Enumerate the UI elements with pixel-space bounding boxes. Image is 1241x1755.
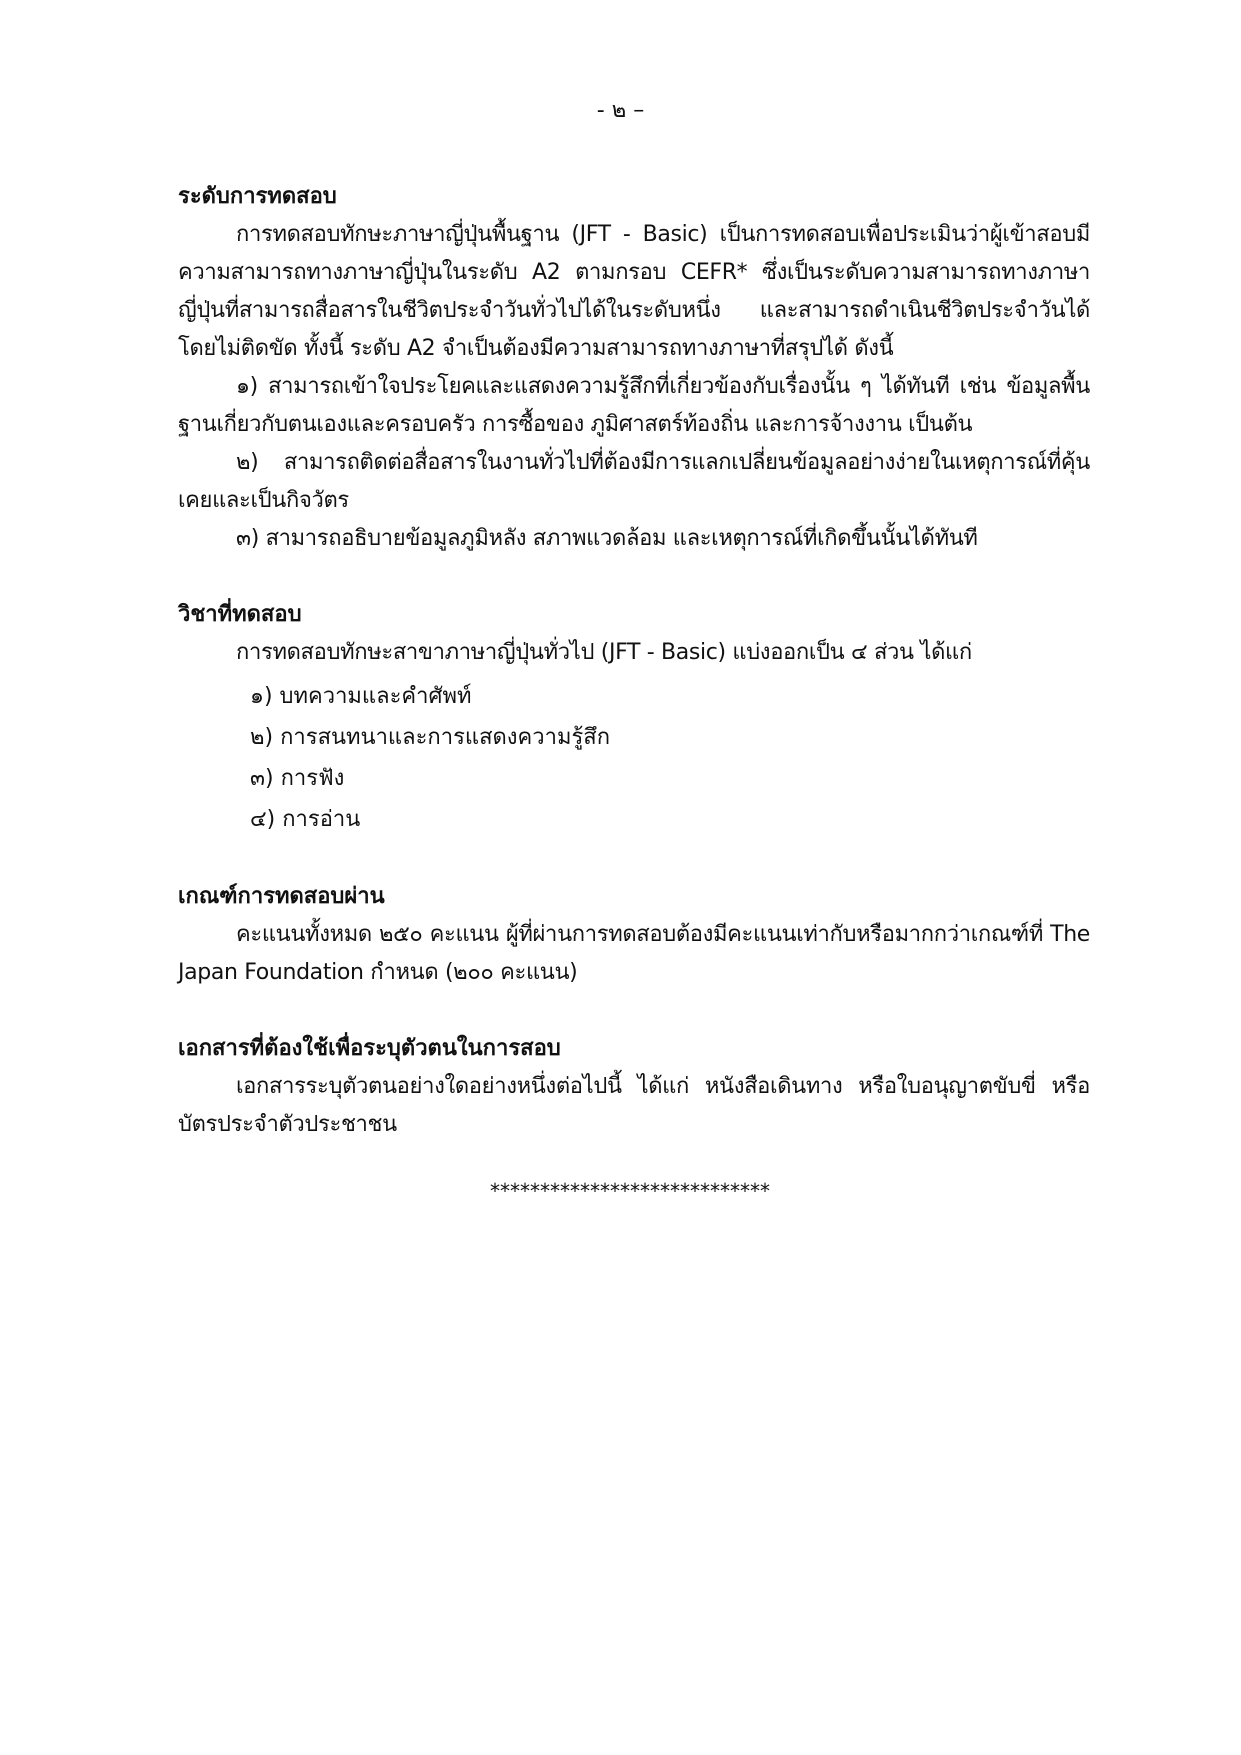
page-number: - ๒ – [596,98,645,123]
paragraph: ๓) สามารถอธิบายข้อมูลภูมิหลัง สภาพแวดล้อม และเหตุการณ์ที่เกิดขึ้นนั้นได้ทันที [236,526,978,551]
section-test-subjects [178,596,1090,840]
list-item: ๒) การสนทนาและการแสดงความรู้สึก [250,725,611,750]
section-heading: เอกสารที่ต้องใช้เพื่อระบุตัวตนในการสอบ [178,1036,561,1061]
section-heading: เกณฑ์การทดสอบผ่าน [178,884,385,909]
list-item: ๔) การอ่าน [250,807,361,832]
section-heading: วิชาที่ทดสอบ [178,602,302,627]
list-item: ๓) การฟัง [250,766,345,791]
end-separator: **************************** [490,1179,770,1203]
section-passing-criteria [178,878,1090,992]
section-test-level [178,178,1090,558]
paragraph: การทดสอบทักษะสาขาภาษาญี่ปุ่นทั่วไป (JFT - Basic) แบ่งออกเป็น ๔ ส่วน ได้แก่ [236,640,972,665]
paragraph: ๑) สามารถเข้าใจประโยคและแสดงความรู้สึกที่เกี่ยวข้องกับเรื่องนั้น ๆ ได้ทันที เช่น ข้อมูลพื้นฐานเกี่ยวกับตนเองและครอบครัว การซื้อของ ภูมิศาสตร์ท้องถิ่น และการจ้างงาน เป็นต้น [178,374,1090,437]
paragraph: ๒) สามารถติดต่อสื่อสารในงานทั่วไปที่ต้องมีการแลกเปลี่ยนข้อมูลอย่างง่ายในเหตุการณ์ที่คุ้นเคยและเป็นกิจวัตร [178,450,1090,513]
section-identity-documents [178,1030,1090,1144]
document-body [178,178,1090,1206]
section-heading: ระดับการทดสอบ [178,184,337,209]
paragraph: คะแนนทั้งหมด ๒๕๐ คะแนน ผู้ที่ผ่านการทดสอบต้องมีคะแนนเท่ากับหรือมากกว่าเกณฑ์ที่ The Japan Foundation กำหนด (๒๐๐ คะแนน) [178,922,1090,985]
subject-list [178,676,1090,840]
paragraph: เอกสารระบุตัวตนอย่างใดอย่างหนึ่งต่อไปนี้ ได้แก่ หนังสือเดินทาง หรือใบอนุญาตขับขี่ หรือบัตรประจำตัวประชาชน [178,1074,1090,1137]
list-item: ๑) บทความและคำศัพท์ [250,684,472,709]
paragraph: การทดสอบทักษะภาษาญี่ปุ่นพื้นฐาน (JFT - Basic) เป็นการทดสอบเพื่อประเมินว่าผู้เข้าสอบมีความสามารถทางภาษาญี่ปุ่นในระดับ A2 ตามกรอบ CEFR* ซึ่งเป็นระดับความสามารถทางภาษาญี่ปุ่นที่สามารถสื่อสารในชีวิตประจำวันทั่วไปได้ในระดับหนึ่ง และสามารถดำเนินชีวิตประจำวันได้โดยไม่ติดขัด ทั้งนี้ ระดับ A2 จำเป็นต้องมีความสามารถทางภาษาที่สรุปได้ ดังนี้ [178,222,1090,361]
